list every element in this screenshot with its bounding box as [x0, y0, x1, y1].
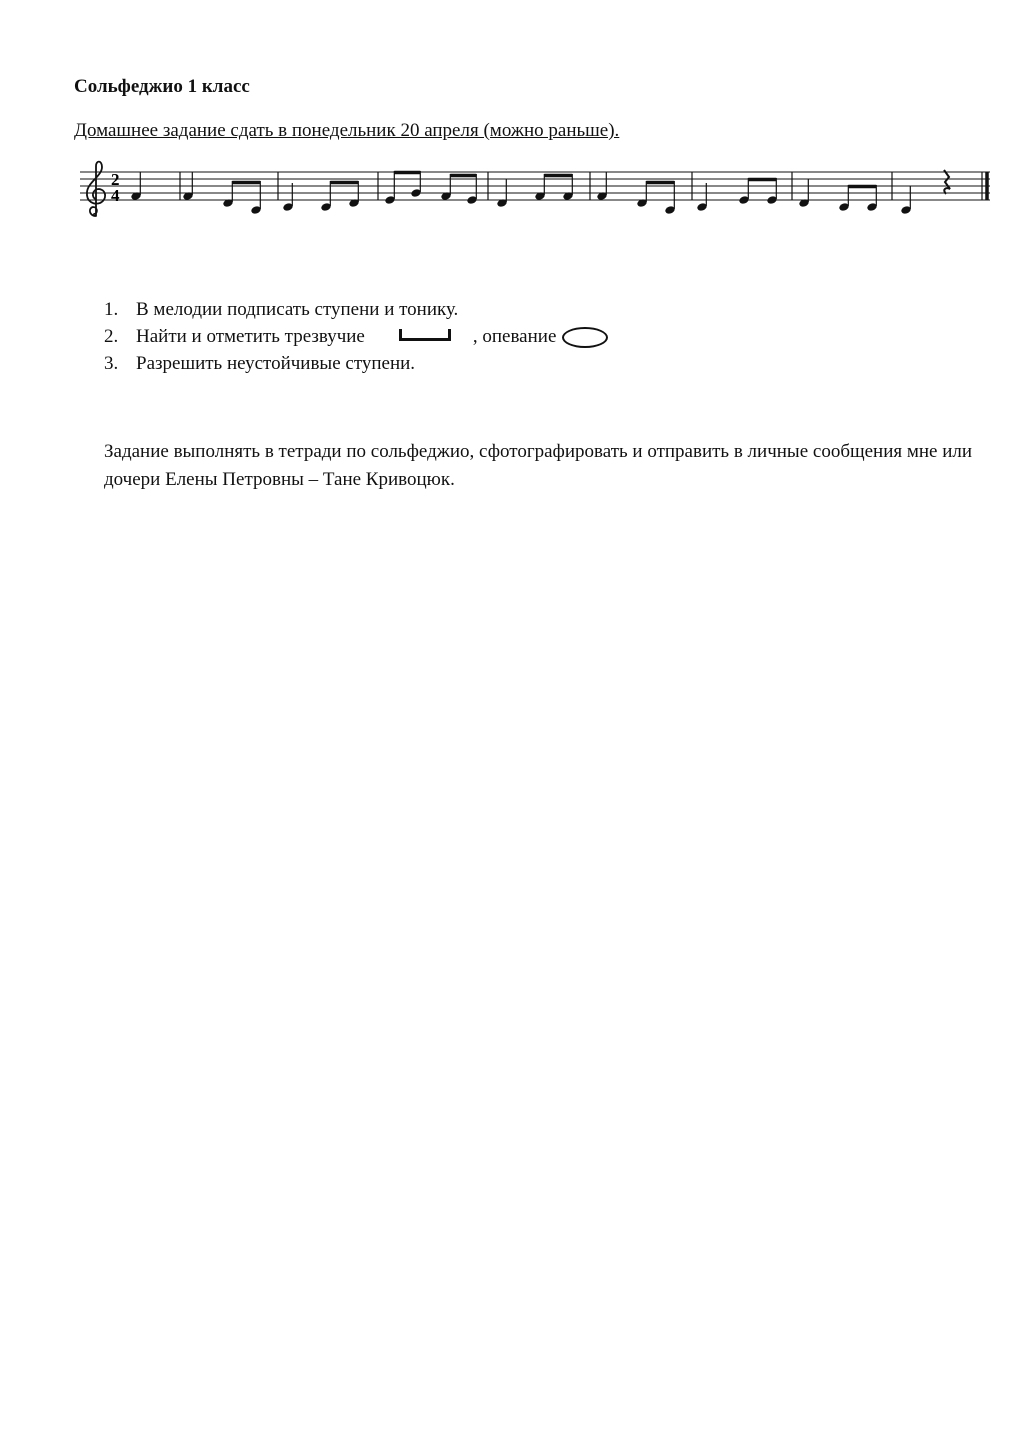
triad-bracket-icon: [399, 329, 451, 341]
title: Сольфеджио 1 класс: [74, 76, 250, 97]
treble-clef-icon: [87, 162, 105, 216]
task-text-after: , опевание: [472, 326, 557, 347]
instruction-text: Задание выполнять в тетради по сольфеджио, сфотографировать и отправить в личные сообщения мне или дочери Елены Петровны – Тане Кривоцюк.: [104, 441, 973, 490]
time-signature-bottom: 4: [111, 186, 120, 205]
music-staff: [80, 158, 992, 222]
quarter-rest-icon: [944, 170, 950, 194]
task-text: Разрешить неустойчивые ступени.: [136, 353, 416, 374]
task-number: 2.: [104, 326, 119, 347]
oval-icon: [562, 327, 608, 348]
task-number: 3.: [104, 353, 119, 374]
task-number: 1.: [104, 299, 119, 320]
task-text: В мелодии подписать ступени и тонику.: [136, 299, 459, 320]
time-signature-top: 2: [111, 170, 120, 189]
task-text: Найти и отметить трезвучие: [136, 326, 365, 347]
deadline: Домашнее задание сдать в понедельник 20 апреля (можно раньше).: [74, 120, 620, 141]
